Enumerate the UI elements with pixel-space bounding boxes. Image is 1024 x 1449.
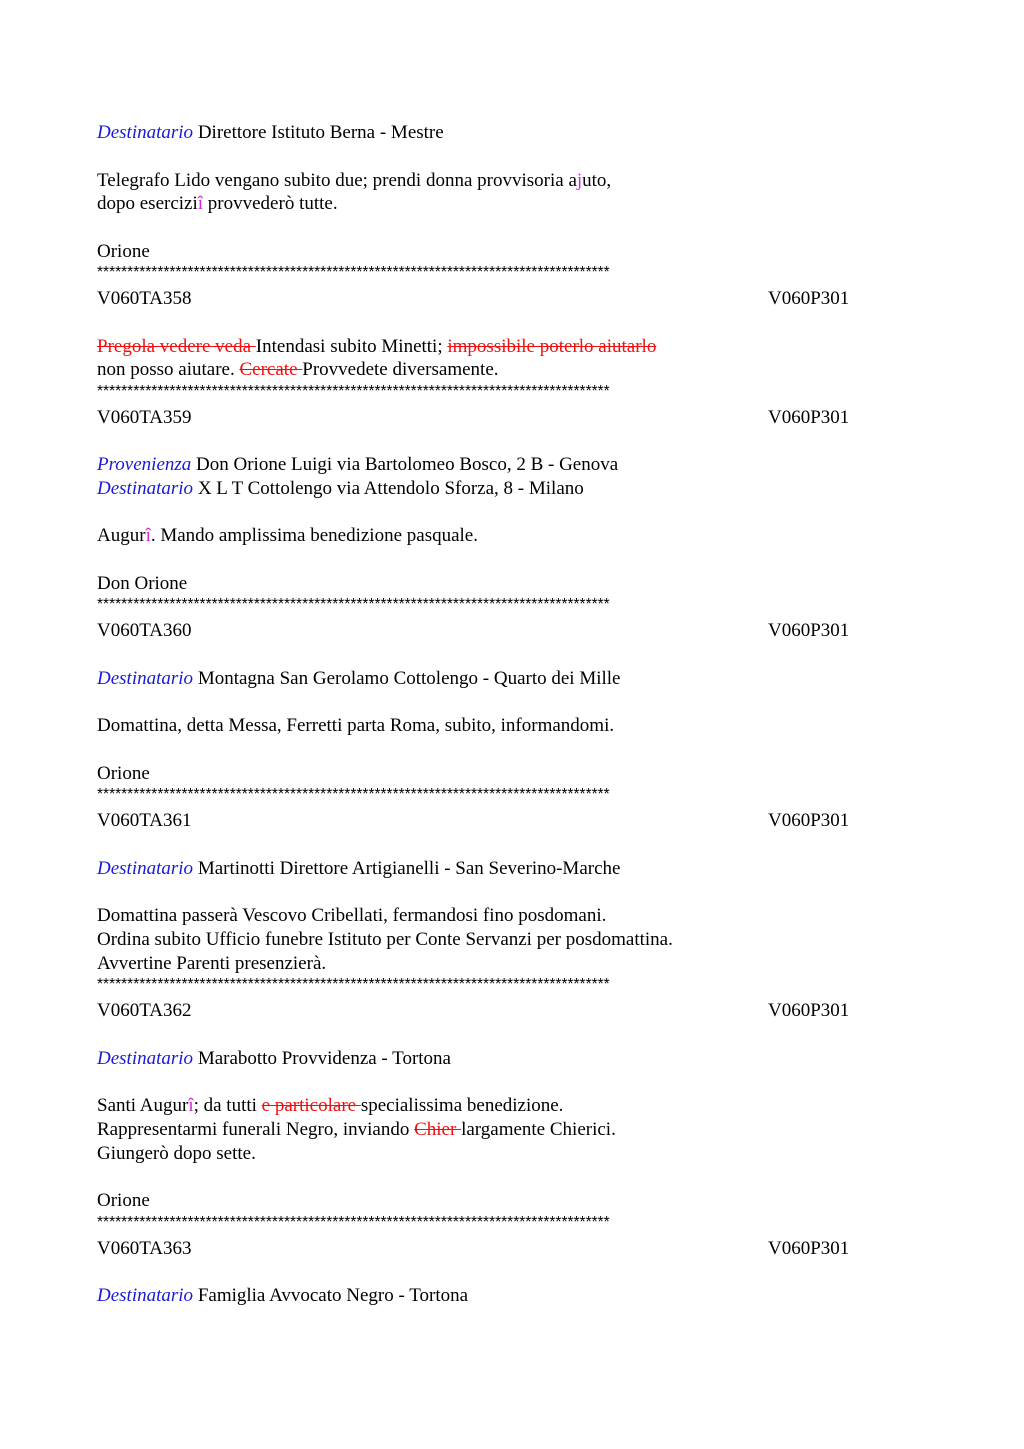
signature: Orione [97, 241, 150, 262]
recipient-line [97, 857, 620, 881]
recipient-label: Destinatario [97, 858, 194, 879]
text-span: specialissima benedizione. [360, 1095, 564, 1116]
text-span: non posso aiutare. [97, 359, 240, 380]
recipient-value: Famiglia Avvocato Negro - Tortona [197, 1285, 469, 1306]
deleted-text: Cercate [239, 359, 303, 380]
message-line [97, 335, 656, 359]
message-line: Domattina passerà Vescovo Cribellati, fermandosi fino posdomani. [97, 905, 607, 926]
document-code-right: V060P301 [768, 810, 850, 831]
deleted-text: Pregola vedere veda [97, 336, 256, 357]
message-line [97, 524, 478, 548]
insertion-mark: j [576, 170, 583, 191]
sender-line [97, 453, 618, 477]
text-span: largamente Chierici. [461, 1119, 616, 1140]
document-code-right: V060P301 [768, 1000, 850, 1021]
recipient-line [97, 1284, 468, 1308]
separator: ************************************************************************************* [97, 1216, 610, 1230]
recipient-line [97, 1047, 451, 1071]
insertion-mark: î [188, 1095, 194, 1116]
message-line [97, 192, 338, 216]
text-span: Provvedete diversamente. [302, 359, 499, 380]
document-code-left: V060TA360 [97, 620, 192, 641]
text-span: Rappresentarmi funerali Negro, inviando [97, 1119, 415, 1140]
document-code-right: V060P301 [768, 1238, 850, 1259]
recipient-label: Destinatario [97, 1285, 194, 1306]
recipient-value: Martinotti Direttore Artigianelli - San Severino-Marche [197, 858, 621, 879]
message-line [97, 358, 499, 382]
recipient-label: Destinatario [97, 1048, 194, 1069]
recipient-value: Direttore Istituto Berna - Mestre [197, 122, 444, 143]
message-line [97, 169, 611, 193]
document-code-right: V060P301 [768, 288, 850, 309]
recipient-line [97, 121, 444, 145]
document-code-left: V060TA362 [97, 1000, 192, 1021]
separator: ************************************************************************************* [97, 266, 610, 280]
document-code-left: V060TA361 [97, 810, 192, 831]
text-span: ; da tutti [193, 1095, 262, 1116]
text-span: Intendasi subito Minetti; [255, 336, 448, 357]
recipient-value: Marabotto Provvidenza - Tortona [197, 1048, 451, 1069]
document-code-right: V060P301 [768, 407, 850, 428]
separator: ************************************************************************************* [97, 978, 610, 992]
recipient-value: X L T Cottolengo via Attendolo Sforza, 8 - Milano [197, 478, 584, 499]
text-span: Santi Augur [97, 1095, 189, 1116]
recipient-label: Destinatario [97, 668, 194, 689]
sender-value: Don Orione Luigi via Bartolomeo Bosco, 2 B - Genova [196, 454, 619, 475]
text-span: . Mando amplissima benedizione pasquale. [150, 525, 478, 546]
recipient-label: Destinatario [97, 122, 194, 143]
recipient-line [97, 477, 584, 501]
document-code-left: V060TA363 [97, 1238, 192, 1259]
message-line: Ordina subito Ufficio funebre Istituto per Conte Servanzi per posdomattina. [97, 929, 673, 950]
text-span: Augur [97, 525, 146, 546]
document-code-left: V060TA359 [97, 407, 192, 428]
text-span: provvederò tutte. [203, 193, 338, 214]
signature: Orione [97, 763, 150, 784]
signature: Don Orione [97, 573, 188, 594]
deleted-text: e particolare [261, 1095, 361, 1116]
message-line: Domattina, detta Messa, Ferretti parta Roma, subito, informandomi. [97, 715, 615, 736]
recipient-value: Montagna San Gerolamo Cottolengo - Quarto dei Mille [197, 668, 621, 689]
message-line [97, 1118, 616, 1142]
text-span: Telegrafo Lido vengano subito due; prendi donna provvisoria a [97, 170, 577, 191]
recipient-line [97, 667, 620, 691]
signature: Orione [97, 1190, 150, 1211]
insertion-mark: î [145, 525, 151, 546]
separator: ************************************************************************************* [97, 788, 610, 802]
message-line [97, 1094, 563, 1118]
recipient-label: Destinatario [97, 478, 194, 499]
insertion-mark: î [197, 193, 204, 214]
message-line: Avvertine Parenti presenzierà. [97, 953, 327, 974]
separator: ************************************************************************************* [97, 598, 610, 612]
separator: ************************************************************************************* [97, 385, 610, 399]
deleted-text: Chier [414, 1119, 462, 1140]
text-span: dopo esercizi [97, 193, 198, 214]
sender-label: Provenienza [97, 454, 192, 475]
deleted-text: impossibile poterlo aiutarlo [447, 336, 657, 357]
document-code-left: V060TA358 [97, 288, 192, 309]
text-span: uto, [582, 170, 612, 191]
document-code-right: V060P301 [768, 620, 850, 641]
message-line: Giungerò dopo sette. [97, 1143, 256, 1164]
